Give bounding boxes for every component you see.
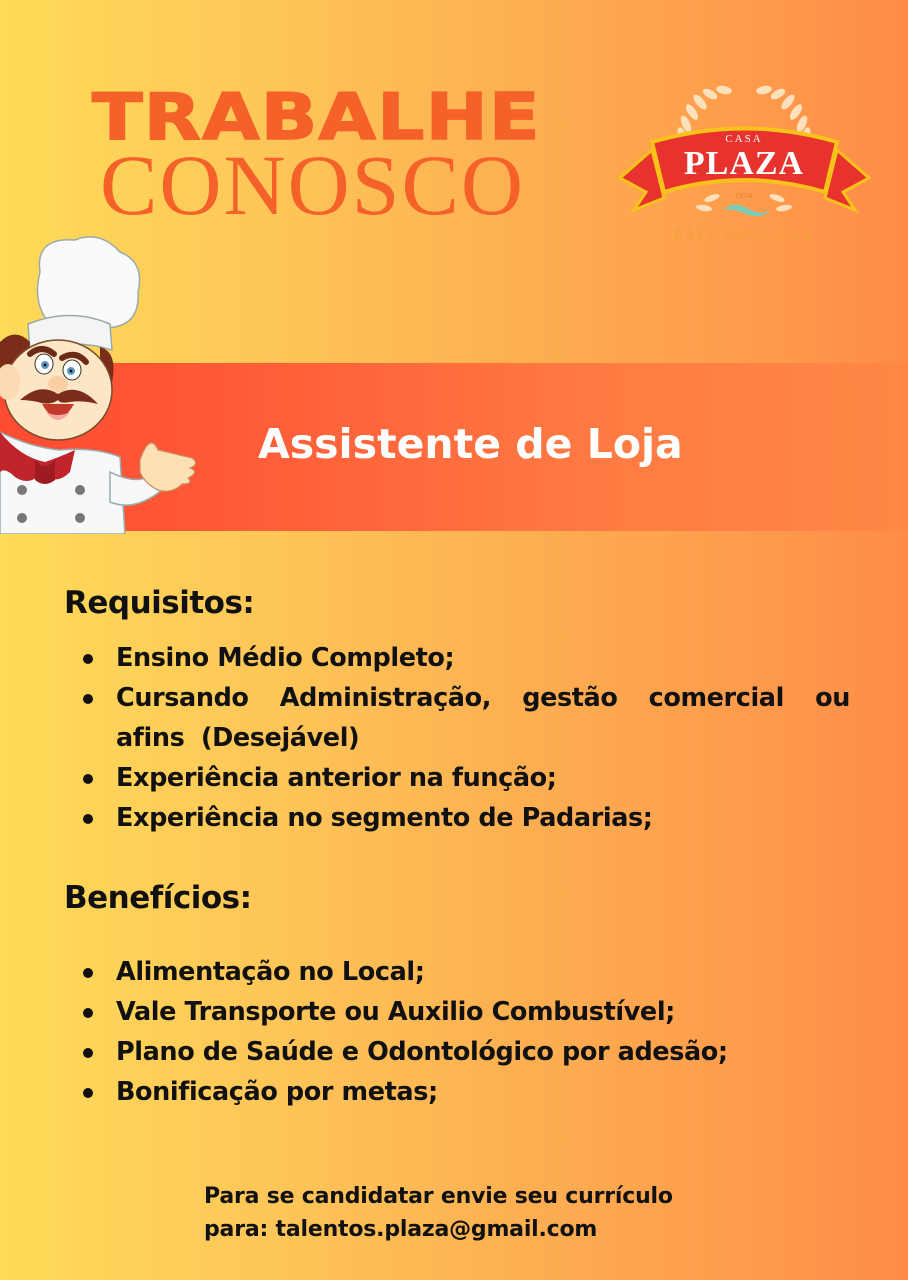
bullet-icon <box>83 1048 93 1058</box>
requirement-item: Ensino Médio Completo; <box>80 638 850 678</box>
footer-line-1: Para se candidatar envie seu currículo <box>204 1184 673 1209</box>
benefits-title: Benefícios: <box>64 880 252 916</box>
bullet-icon <box>83 774 93 784</box>
bullet-icon <box>83 694 93 704</box>
headline <box>92 81 592 233</box>
bullet-icon <box>83 1008 93 1018</box>
benefits-list <box>80 952 850 1112</box>
benefit-item: Alimentação no Local; <box>80 952 850 992</box>
casa-plaza-logo <box>612 80 877 245</box>
chef-mascot-icon <box>0 232 215 534</box>
application-instructions <box>204 1180 673 1246</box>
requirements-list <box>80 638 850 838</box>
bullet-icon <box>83 1088 93 1098</box>
headline-trabalhe: TRABALHE <box>92 81 541 155</box>
benefit-item: Vale Transporte ou Auxilio Combustível; <box>80 992 850 1032</box>
benefit-item: Plano de Saúde e Odontológico por adesão; <box>80 1032 850 1072</box>
benefit-item: Bonificação por metas; <box>80 1072 850 1112</box>
headline-conosco: CONOSCO <box>100 137 525 233</box>
bullet-icon <box>83 654 93 664</box>
requirement-item: Cursando Administração, gestão comercial ou afins (Desejável) <box>80 678 850 758</box>
logo-plaza-text: PLAZA <box>683 145 805 182</box>
svg-text:CASA: CASA <box>725 133 763 145</box>
requirement-item: Experiência no segmento de Padarias; <box>80 798 850 838</box>
requirement-item: Experiência anterior na função; <box>80 758 850 798</box>
svg-text:1958: 1958 <box>735 192 753 200</box>
job-title: Assistente de Loja <box>258 420 683 468</box>
svg-text:PÃES ESPECIAIS: PÃES ESPECIAIS <box>674 227 814 241</box>
bullet-icon <box>83 968 93 978</box>
requirements-title: Requisitos: <box>64 585 255 621</box>
bullet-icon <box>83 814 93 824</box>
footer-line-2-email: para: talentos.plaza@gmail.com <box>204 1217 598 1242</box>
